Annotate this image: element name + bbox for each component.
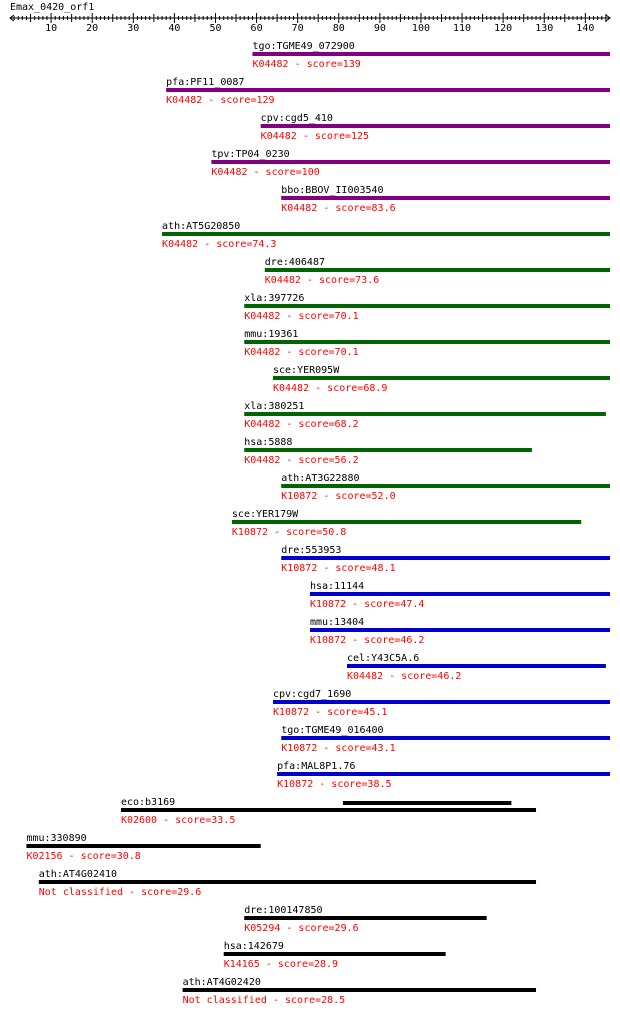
hit-ko: K10872 xyxy=(281,743,318,754)
hit-score-prefix: - score= xyxy=(313,779,368,790)
hit-ko-score[interactable] xyxy=(26,851,140,862)
hit-ko: K04482 xyxy=(244,455,281,466)
hit-row[interactable] xyxy=(26,833,260,862)
hit-gene-id[interactable]: pfa:MAL8P1.76 xyxy=(277,761,356,772)
hit-ko: Not classified xyxy=(38,887,124,898)
hit-gene-id[interactable]: ath:AT4G02420 xyxy=(182,977,261,988)
hit-alignment-bar[interactable] xyxy=(224,952,446,956)
hit-ko-score[interactable] xyxy=(232,527,346,538)
query-title: Emax_0420_orf1 xyxy=(10,2,95,13)
hit-score-prefix: - score= xyxy=(259,959,315,970)
hit-score: 50.8 xyxy=(322,527,347,538)
hit-gene-id[interactable]: xla:380251 xyxy=(244,401,305,412)
hit-score-prefix: - score= xyxy=(280,419,335,430)
hit-row[interactable] xyxy=(252,41,610,70)
hit-score: 29.6 xyxy=(177,887,202,898)
hit-alignment-bar[interactable] xyxy=(281,556,610,560)
hit-score-prefix: - score= xyxy=(62,851,117,862)
hit-alignment-bar[interactable] xyxy=(281,484,610,488)
hit-gene-id[interactable]: hsa:142679 xyxy=(223,941,284,952)
hit-alignment-bar[interactable] xyxy=(211,160,610,164)
hit-ko: K04482 xyxy=(281,203,318,214)
hit-ko-score[interactable] xyxy=(244,311,358,322)
hit-row[interactable] xyxy=(121,797,536,826)
hit-ko-score[interactable] xyxy=(277,779,391,790)
hit-ko: K04482 xyxy=(346,671,384,682)
hit-score: 28.9 xyxy=(314,959,339,970)
hit-ko: K10872 xyxy=(310,599,347,610)
axis-tick-label: 80 xyxy=(332,23,345,34)
hit-gene-id[interactable]: tgo:TGME49_016400 xyxy=(281,725,384,736)
hit-score: 56.2 xyxy=(334,455,359,466)
hit-score: 139 xyxy=(342,59,361,70)
hit-ko: K10872 xyxy=(273,707,310,718)
hit-gene-id[interactable]: mmu:13404 xyxy=(310,617,365,628)
hit-alignment-bar[interactable] xyxy=(244,448,532,452)
hit-alignment-bar[interactable] xyxy=(39,880,536,884)
hit-ko: K04482 xyxy=(273,383,310,394)
hit-alignment-bar[interactable] xyxy=(261,124,610,128)
hit-score-prefix: - score= xyxy=(309,383,364,394)
hit-row[interactable] xyxy=(224,941,446,970)
hit-row[interactable] xyxy=(281,185,610,214)
hit-row[interactable] xyxy=(244,293,610,322)
hit-gene-id[interactable]: mmu:330890 xyxy=(26,833,87,844)
hit-score: 30.8 xyxy=(116,851,141,862)
hit-alignment-bar[interactable] xyxy=(244,304,610,308)
hit-row[interactable] xyxy=(244,905,486,934)
hit-ko: K04482 xyxy=(264,275,301,286)
hit-alignment-bar[interactable] xyxy=(232,520,581,524)
hit-score-prefix: - score= xyxy=(296,131,351,142)
hit-score-prefix: - score= xyxy=(346,599,401,610)
axis-tick-label: 30 xyxy=(127,23,140,34)
hit-row[interactable] xyxy=(232,509,581,538)
axis-tick-label: 100 xyxy=(411,23,430,34)
hit-gene-id[interactable]: dre:100147850 xyxy=(244,905,323,916)
hit-score-prefix: - score= xyxy=(317,563,372,574)
hit-score-prefix: - score= xyxy=(202,95,257,106)
hit-gene-id[interactable]: bbo:BBOV_II003540 xyxy=(281,185,384,196)
hit-score-prefix: - score= xyxy=(383,671,438,682)
axis-tick-label: 50 xyxy=(209,23,222,34)
hit-score: 38.5 xyxy=(367,779,392,790)
hit-score-prefix: - score= xyxy=(288,59,343,70)
hit-row[interactable] xyxy=(211,149,610,178)
hit-score-prefix: - score= xyxy=(198,239,253,250)
hit-score: 33.5 xyxy=(211,815,236,826)
hit-row[interactable] xyxy=(281,725,610,754)
hit-gene-id[interactable]: ath:AT3G22880 xyxy=(281,473,360,484)
hit-alignment-bar[interactable] xyxy=(183,988,536,992)
hit-score-prefix: - score= xyxy=(317,203,372,214)
hit-score-prefix: - score= xyxy=(346,635,401,646)
hit-ko-score[interactable] xyxy=(347,671,461,682)
hit-score: 46.2 xyxy=(400,635,425,646)
hit-row[interactable] xyxy=(166,77,610,106)
hit-score-prefix: - score= xyxy=(280,347,335,358)
hit-row[interactable] xyxy=(347,653,606,682)
hit-score: 83.6 xyxy=(371,203,396,214)
hit-ko-score[interactable] xyxy=(244,419,358,430)
hit-gene-id[interactable]: mmu:19361 xyxy=(244,329,299,340)
hit-ko-score[interactable] xyxy=(310,635,424,646)
hit-alignment-bar[interactable] xyxy=(244,412,606,416)
hit-ko: K10872 xyxy=(281,491,318,502)
hit-ko-score[interactable] xyxy=(244,347,358,358)
hit-score: 46.2 xyxy=(437,671,462,682)
hit-ko: K04482 xyxy=(211,167,248,178)
hit-gene-id[interactable]: ath:AT5G20850 xyxy=(162,221,241,232)
hit-row[interactable] xyxy=(265,257,610,286)
hit-ko-score[interactable] xyxy=(121,815,235,826)
hit-score: 125 xyxy=(350,131,370,142)
hit-alignment-bar[interactable] xyxy=(310,592,610,596)
hit-ko-score[interactable] xyxy=(244,923,358,934)
axis-tick-label: 90 xyxy=(373,23,386,34)
hit-gene-id[interactable]: hsa:11144 xyxy=(310,581,365,592)
hit-ko: K04482 xyxy=(244,419,281,430)
hit-row[interactable] xyxy=(261,113,610,142)
hit-gene-id[interactable]: cel:Y43C5A.6 xyxy=(346,653,420,664)
hit-ko: K04482 xyxy=(166,95,203,106)
hit-score: 73.6 xyxy=(355,275,380,286)
hit-gene-id[interactable]: hsa:5888 xyxy=(244,437,293,448)
hit-score: 68.2 xyxy=(334,419,359,430)
hit-gene-id[interactable]: tpv:TP04_0230 xyxy=(211,149,290,160)
hit-ko: K05294 xyxy=(244,923,281,934)
hit-ko: Not classified xyxy=(182,995,267,1006)
hit-score-prefix: - score= xyxy=(309,707,364,718)
hit-score: 29.6 xyxy=(334,923,359,934)
hit-row[interactable] xyxy=(273,689,610,718)
hit-ko: K10872 xyxy=(277,779,314,790)
hit-ko: K10872 xyxy=(281,563,318,574)
hit-score: 28.5 xyxy=(321,995,346,1006)
hit-score: 47.4 xyxy=(400,599,425,610)
hit-ko: K10872 xyxy=(310,635,347,646)
hit-score-prefix: - score= xyxy=(266,995,322,1006)
hit-secondary-bar[interactable] xyxy=(343,801,511,805)
hit-gene-id[interactable]: pfa:PF11_0087 xyxy=(166,77,245,88)
hit-ko: K04482 xyxy=(252,59,289,70)
hit-score: 129 xyxy=(256,95,275,106)
hit-score: 70.1 xyxy=(334,311,359,322)
hit-ko: K02156 xyxy=(26,851,63,862)
axis-tick-label: 40 xyxy=(168,23,181,34)
hit-score: 45.1 xyxy=(363,707,388,718)
hit-ko-score[interactable] xyxy=(224,959,338,970)
hit-ko-score[interactable] xyxy=(273,707,387,718)
hit-ko-score[interactable] xyxy=(261,131,369,142)
hit-score-prefix: - score= xyxy=(157,815,212,826)
hit-row[interactable] xyxy=(281,473,610,502)
hit-score: 48.1 xyxy=(371,563,396,574)
hit-row[interactable] xyxy=(39,869,536,898)
hit-row[interactable] xyxy=(244,437,532,466)
hit-gene-id[interactable]: eco:b3169 xyxy=(120,797,176,808)
hit-row[interactable] xyxy=(310,581,610,610)
hit-ko-score[interactable] xyxy=(166,95,274,106)
hit-ko: K04482 xyxy=(162,239,199,250)
hit-score-prefix: - score= xyxy=(268,527,323,538)
hit-ko-score[interactable] xyxy=(162,239,276,250)
axis-tick-label: 110 xyxy=(453,23,472,34)
hit-alignment-bar[interactable] xyxy=(244,916,486,920)
hit-alignment-bar[interactable] xyxy=(273,700,610,704)
hit-ko: K02600 xyxy=(120,815,158,826)
hit-row[interactable] xyxy=(310,617,610,646)
hit-gene-id[interactable]: cpv:cgd7_1690 xyxy=(273,689,352,700)
hit-score-prefix: - score= xyxy=(280,311,335,322)
hit-row[interactable] xyxy=(183,977,536,1006)
hit-alignment-bar[interactable] xyxy=(281,196,610,200)
hit-score-prefix: - score= xyxy=(280,455,335,466)
hit-alignment-bar[interactable] xyxy=(277,772,610,776)
hit-row[interactable] xyxy=(281,545,610,574)
hit-alignment-bar[interactable] xyxy=(265,268,610,272)
hit-score-prefix: - score= xyxy=(123,887,178,898)
hit-gene-id[interactable]: dre:406487 xyxy=(264,257,326,268)
axis-tick-label: 20 xyxy=(86,23,99,34)
hit-alignment-bar[interactable] xyxy=(273,376,610,380)
hit-score: 68.9 xyxy=(363,383,388,394)
hit-alignment-bar[interactable] xyxy=(252,52,610,56)
hit-score-prefix: - score= xyxy=(317,743,372,754)
hit-ko-score[interactable] xyxy=(252,59,360,70)
hit-gene-id[interactable]: sce:YER179W xyxy=(231,509,299,520)
hit-ko: K04482 xyxy=(244,347,281,358)
hit-alignment-bar[interactable] xyxy=(347,664,606,668)
hit-ko: K04482 xyxy=(260,131,297,142)
hit-alignment-bar[interactable] xyxy=(310,628,610,632)
axis-tick-label: 10 xyxy=(45,23,58,34)
hit-gene-id[interactable]: sce:YER095W xyxy=(273,365,340,376)
axis-tick-label: 70 xyxy=(291,23,304,34)
hit-score: 43.1 xyxy=(371,743,396,754)
hit-row[interactable] xyxy=(244,401,606,430)
hit-alignment-bar[interactable] xyxy=(244,340,610,344)
hit-ko-score[interactable] xyxy=(39,887,202,898)
hit-row[interactable] xyxy=(273,365,610,394)
hit-ko-score[interactable] xyxy=(281,203,395,214)
hit-ko-score[interactable] xyxy=(281,491,395,502)
hit-ko-score[interactable] xyxy=(265,275,379,286)
hit-gene-id[interactable]: cpv:cgd5_410 xyxy=(260,113,333,124)
hit-ko: K10872 xyxy=(231,527,269,538)
hit-score-prefix: - score= xyxy=(317,491,372,502)
hit-score-prefix: - score= xyxy=(300,275,356,286)
hit-row[interactable] xyxy=(277,761,610,790)
axis-tick-label: 120 xyxy=(494,23,513,34)
hit-gene-id[interactable]: tgo:TGME49_072900 xyxy=(252,41,355,52)
hit-ko: K04482 xyxy=(244,311,281,322)
hit-row[interactable] xyxy=(162,221,610,250)
axis-tick-label: 140 xyxy=(576,23,595,34)
hit-row[interactable] xyxy=(244,329,610,358)
hit-gene-id[interactable]: xla:397726 xyxy=(244,293,305,304)
hit-score: 70.1 xyxy=(334,347,359,358)
hit-gene-id[interactable]: ath:AT4G02410 xyxy=(38,869,118,880)
hit-alignment-bar[interactable] xyxy=(121,808,536,812)
hit-score: 52.0 xyxy=(371,491,396,502)
hit-score-prefix: - score= xyxy=(280,923,335,934)
hit-ko-score[interactable] xyxy=(244,455,358,466)
hit-alignment-bar[interactable] xyxy=(281,736,610,740)
hit-ko-score[interactable] xyxy=(183,995,346,1006)
hit-ko-score[interactable] xyxy=(310,599,424,610)
hit-ko-score[interactable] xyxy=(211,167,319,178)
axis-tick-label: 130 xyxy=(535,23,554,34)
hit-ko-score[interactable] xyxy=(273,383,387,394)
hit-score: 100 xyxy=(301,167,320,178)
position-axis xyxy=(10,13,610,34)
hit-alignment-bar[interactable] xyxy=(166,88,610,92)
hit-score: 74.3 xyxy=(252,239,277,250)
hit-ko-score[interactable] xyxy=(281,563,395,574)
hit-list xyxy=(26,41,610,1006)
hit-ko-score[interactable] xyxy=(281,743,395,754)
hit-gene-id[interactable]: dre:553953 xyxy=(281,545,342,556)
hit-alignment-bar[interactable] xyxy=(26,844,260,848)
hit-alignment-bar[interactable] xyxy=(162,232,610,236)
hit-score-prefix: - score= xyxy=(247,167,302,178)
hit-ko: K14165 xyxy=(223,959,260,970)
axis-tick-label: 60 xyxy=(250,23,263,34)
